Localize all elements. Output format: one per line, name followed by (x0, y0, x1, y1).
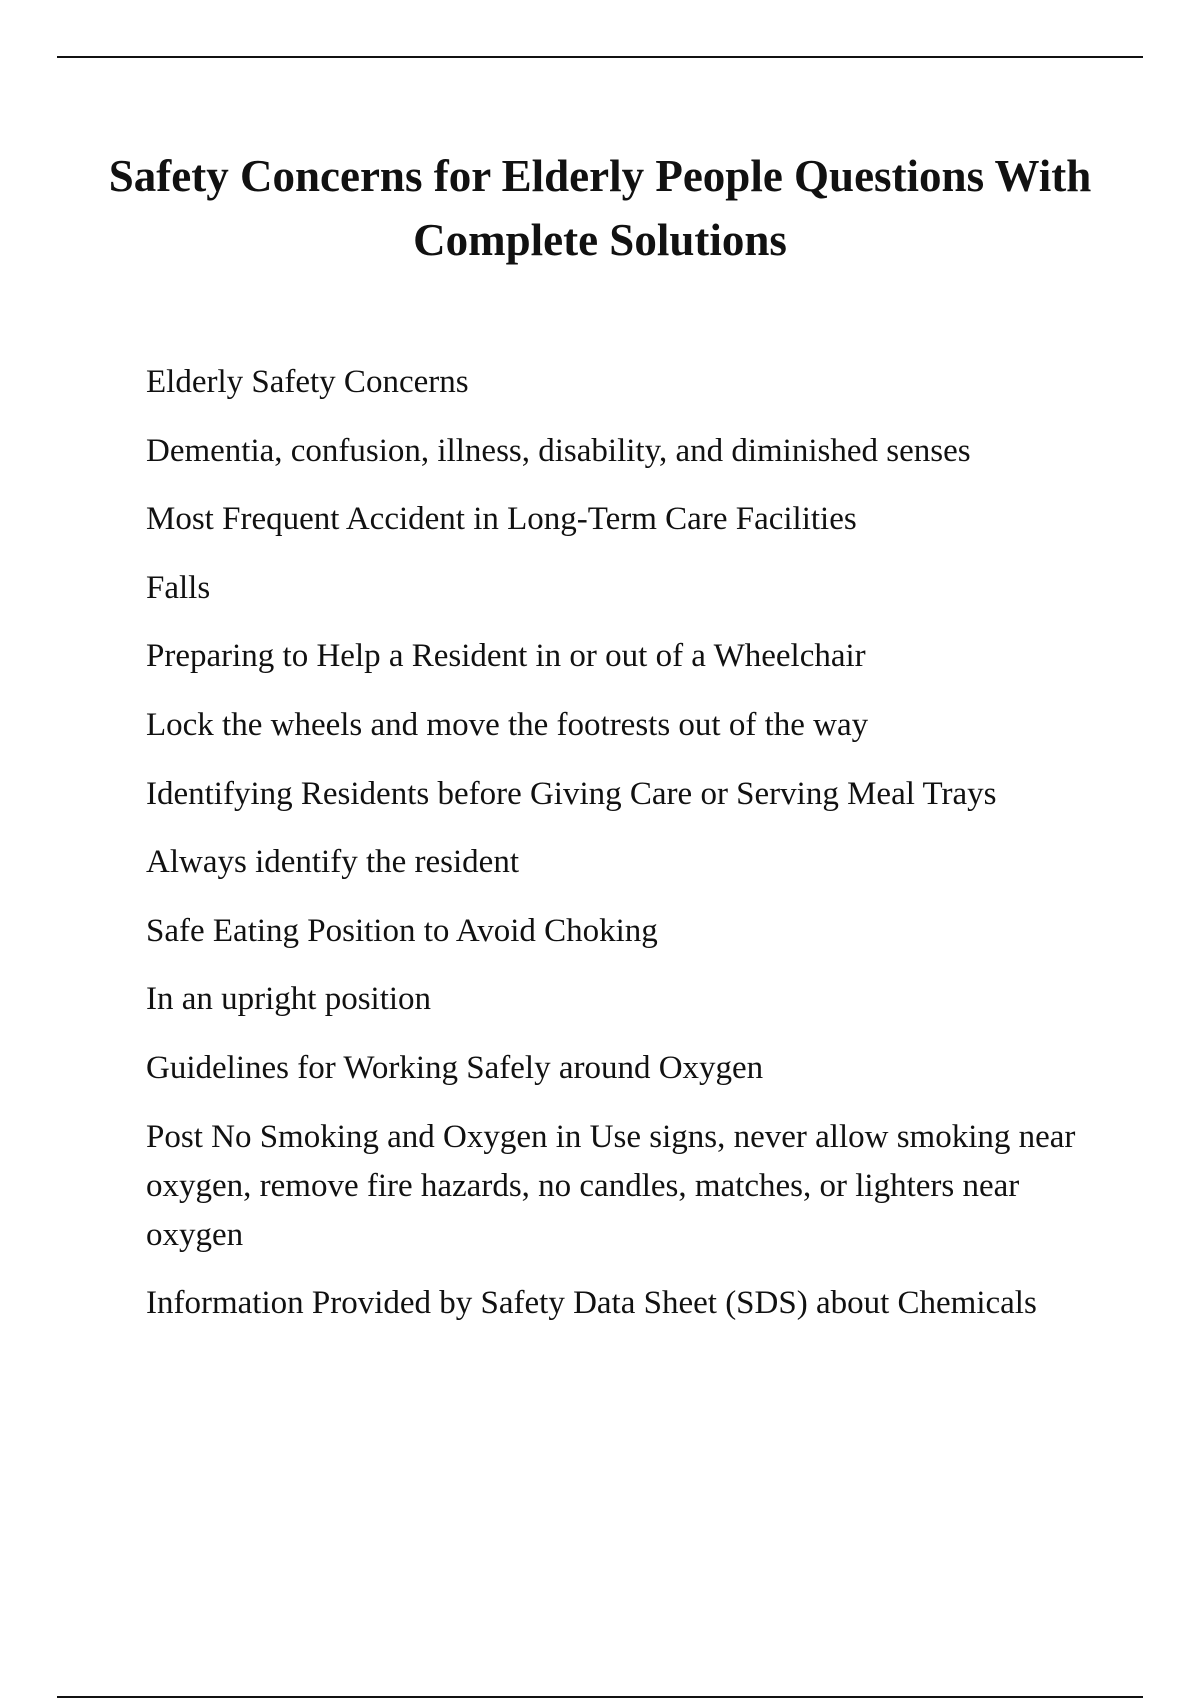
answer-text: Dementia, confusion, illness, disability, and diminished senses (146, 432, 971, 469)
question-text: Identifying Residents before Giving Care or Serving Meal Trays (146, 775, 997, 812)
qa-list (146, 358, 1106, 1348)
answer-text: Post No Smoking and Oxygen in Use signs, never allow smoking near oxygen, remove fire hazards, no candles, matches, or lighters near oxygen (146, 1118, 1076, 1253)
question-text: Most Frequent Accident in Long-Term Care Facilities (146, 501, 857, 538)
question-text: Elderly Safety Concerns (146, 364, 469, 400)
question-text: Information Provided by Safety Data Sheet (SDS) about Chemicals (146, 1285, 1037, 1322)
bottom-rule (57, 1696, 1143, 1698)
answer-text: Falls (146, 569, 211, 606)
question-text: Preparing to Help a Resident in or out of a Wheelchair (146, 638, 866, 675)
answer-text: Lock the wheels and move the footrests out of the way (146, 706, 869, 743)
document-title: Safety Concerns for Elderly People Questions With Complete Solutions (108, 151, 1092, 265)
top-rule (57, 56, 1143, 58)
question-text: Guidelines for Working Safely around Oxygen (146, 1049, 764, 1086)
question-text: Safe Eating Position to Avoid Choking (146, 912, 658, 949)
answer-text: Always identify the resident (146, 844, 519, 881)
answer-text: In an upright position (146, 981, 432, 1018)
